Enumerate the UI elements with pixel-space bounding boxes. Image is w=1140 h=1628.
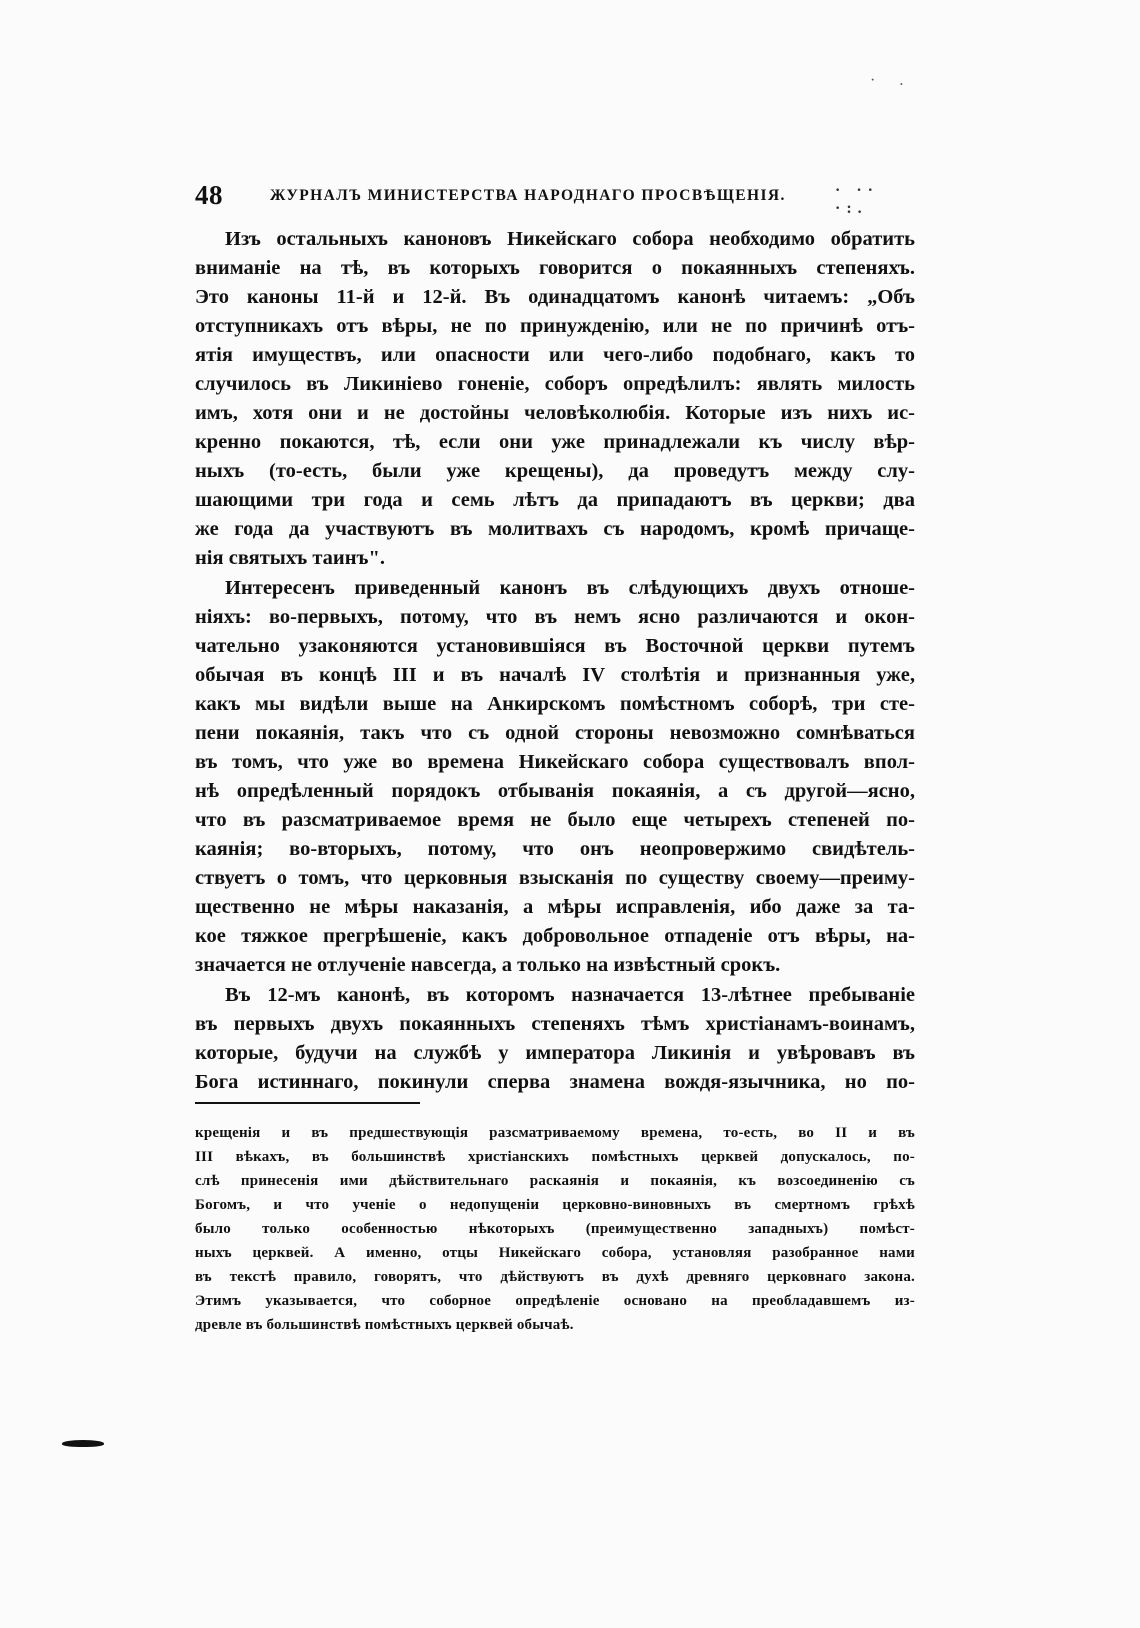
text-line: ятія имуществъ, или опасности или чего-либо подобнаго, какъ то: [195, 344, 915, 366]
text-line: обычая въ концѣ III и въ началѣ IV столѣтія и признанныя уже,: [195, 664, 915, 686]
footnote-line: древле въ большинствѣ помѣстныхъ церквей обычаѣ.: [195, 1317, 574, 1333]
footnote-line: III вѣкахъ, въ большинствѣ христіанскихъ помѣстныхъ церквей допускалось, по-: [195, 1149, 915, 1165]
footnote-line: было только особенностью нѣкоторыхъ (преимущественно западныхъ) помѣст-: [195, 1221, 915, 1237]
footnote-separator: [195, 1102, 420, 1104]
text-line: щественно не мѣры наказанія, а мѣры исправленія, ибо даже за та-: [195, 896, 915, 918]
text-line: что въ разсматриваемое время не было еще четырехъ степеней по-: [195, 809, 915, 831]
text-line: нія святыхъ таинъ".: [195, 547, 385, 569]
header-specks: · ·· ·:.: [835, 182, 880, 217]
text-line: случилось въ Ликиніево гоненіе, соборъ опредѣлилъ: являть милость: [195, 373, 915, 395]
text-line: въ томъ, что уже во времена Никейскаго собора существовалъ впол-: [195, 751, 915, 773]
text-line: Интересенъ приведенный канонъ въ слѣдующихъ двухъ отноше-: [225, 577, 915, 599]
text-line: какъ мы видѣли выше на Анкирскомъ помѣстномъ соборѣ, три сте-: [195, 693, 915, 715]
text-line: Это каноны 11-й и 12-й. Въ одинадцатомъ канонѣ читаемъ: „Объ: [195, 286, 915, 308]
text-line: нѣ опредѣленный порядокъ отбыванія покаянія, а съ другой—ясно,: [195, 780, 915, 802]
text-line: Изъ остальныхъ каноновъ Никейскаго собора необходимо обратить: [225, 228, 915, 250]
text-line: каянія; во-вторыхъ, потому, что онъ неопровержимо свидѣтель-: [195, 838, 915, 860]
text-line: въ первыхъ двухъ покаянныхъ степеняхъ тѣмъ христіанамъ-воинамъ,: [195, 1013, 915, 1035]
footnote-line: слѣ принесенія ими дѣйствительнаго раскаянія и покаянія, къ возсоединенію съ: [195, 1173, 915, 1189]
text-line: Бога истиннаго, покинули сперва знамена вождя-язычника, но по-: [195, 1071, 915, 1093]
text-line: пени покаянія, такъ что съ одной стороны невозможно сомнѣваться: [195, 722, 915, 744]
text-line: кренно покаются, тѣ, если они уже принадлежали къ числу вѣр-: [195, 431, 915, 453]
scan-specks: · .: [870, 72, 914, 89]
text-line: ныхъ (то-есть, были уже крещены), да проведутъ между слу-: [195, 460, 915, 482]
footnote-line: крещенія и въ предшествующія разсматриваемому времена, то-есть, во II и въ: [195, 1125, 915, 1141]
text-line: Въ 12-мъ канонѣ, въ которомъ назначается 13-лѣтнее пребываніе: [225, 984, 915, 1006]
text-line: шающими три года и семь лѣтъ да припадаютъ въ церкви; два: [195, 489, 915, 511]
page-number: 48: [195, 180, 223, 210]
text-line: ствуетъ о томъ, что церковныя взысканія по существу своему—преиму-: [195, 867, 915, 889]
margin-ink-mark: [62, 1440, 104, 1447]
text-line: ніяхъ: во-первыхъ, потому, что въ немъ ясно различаются и окон-: [195, 606, 915, 628]
footnote-line: Богомъ, и что ученіе о недопущеніи церковно-виновныхъ въ смертномъ грѣхѣ: [195, 1197, 915, 1213]
page-header: [195, 180, 915, 216]
footnote-line: въ текстѣ правило, говорятъ, что дѣйствуютъ въ духѣ древняго церковнаго закона.: [195, 1269, 915, 1285]
footnote-line: ныхъ церквей. А именно, отцы Никейскаго собора, установляя разобранное нами: [195, 1245, 915, 1261]
text-line: значается не отлученіе навсегда, а только на извѣстный срокъ.: [195, 954, 781, 976]
text-line: которые, будучи на службѣ у императора Ликинія и увѣровавъ въ: [195, 1042, 915, 1064]
running-title: ЖУРНАЛЪ МИНИСТЕРСТВА НАРОДНАГО ПРОСВѢЩЕНІЯ.: [270, 187, 786, 204]
text-line: же года да участвуютъ въ молитвахъ съ народомъ, кромѣ причаще-: [195, 518, 915, 540]
text-line: кое тяжкое прегрѣшеніе, какъ добровольное отпаденіе отъ вѣры, на-: [195, 925, 915, 947]
text-line: вниманіе на тѣ, въ которыхъ говорится о покаянныхъ степеняхъ.: [195, 257, 915, 279]
text-line: отступникахъ отъ вѣры, не по принужденію, или не по причинѣ отъ-: [195, 315, 915, 337]
text-line: имъ, хотя они и не достойны человѣколюбія. Которые изъ нихъ ис-: [195, 402, 915, 424]
footnote-line: Этимъ указывается, что соборное опредѣленіе основано на преобладавшемъ из-: [195, 1293, 915, 1309]
text-line: чательно узаконяются установившіяся въ Восточной церкви путемъ: [195, 635, 915, 657]
